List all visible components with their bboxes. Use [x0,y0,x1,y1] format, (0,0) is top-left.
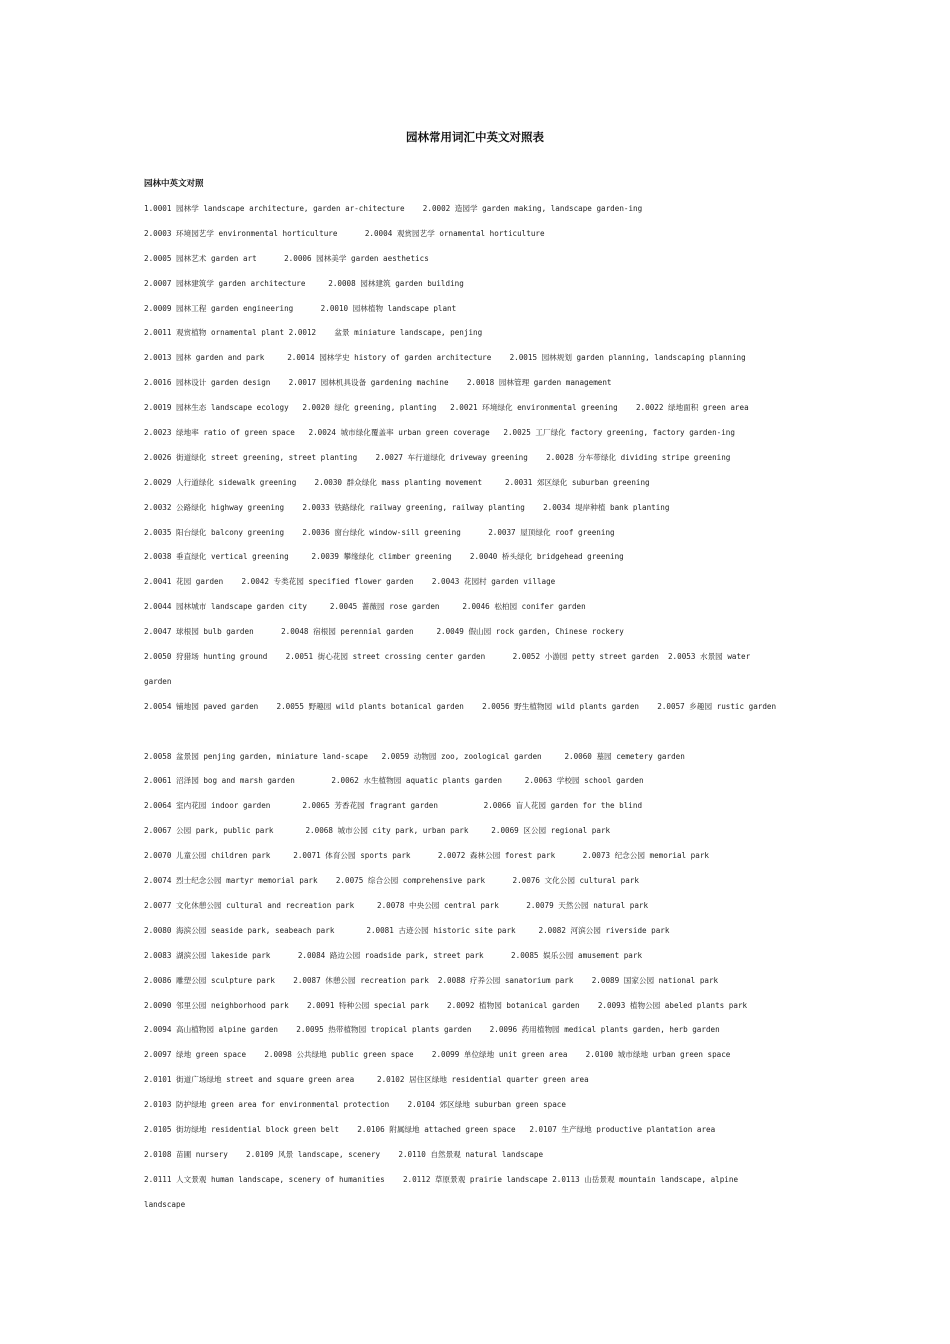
glossary-line: 2.0013 园林 garden and park 2.0014 园林学史 history of garden architecture 2.0015 园林规划 garden planning, landscaping planning [144,353,746,363]
glossary-line: 2.0003 环境园艺学 environmental horticulture 2.0004 观赏园艺学 ornamental horticulture [144,228,545,238]
glossary-line: 2.0077 文化休憩公园 cultural and recreation park 2.0078 中央公园 central park 2.0079 天然公园 natural park [144,900,649,910]
glossary-lines [144,202,824,1223]
glossary-line: 2.0009 园林工程 garden engineering 2.0010 园林植物 landscape plant [144,303,457,313]
glossary-line: 2.0035 阳台绿化 balcony greening 2.0036 窗台绿化 window-sill greening 2.0037 屋顶绿化 roof greening [144,527,615,537]
glossary-line: 2.0044 园林城市 landscape garden city 2.0045 蔷薇园 rose garden 2.0046 松柏园 conifer garden [144,602,586,612]
glossary-line: 2.0041 花园 garden 2.0042 专类花园 specified flower garden 2.0043 花园村 garden village [144,577,556,587]
glossary-line: 2.0038 垂直绿化 vertical greening 2.0039 攀缘绿化 climber greening 2.0040 桥头绿化 bridgehead greening [144,552,624,562]
glossary-line: 2.0083 湖滨公园 lakeside park 2.0084 路边公园 roadside park, street park 2.0085 娱乐公园 amusement park [144,950,643,960]
glossary-line: 2.0105 街坊绿地 residential block green belt 2.0106 附属绿地 attached green space 2.0107 生产绿地 productive plantation area [144,1124,716,1134]
glossary-line: 1.0001 园林学 landscape architecture, garden ar-chitecture 2.0002 造园学 garden making, landscape garden-ing [144,204,643,213]
glossary-line: 2.0090 邻里公园 neighborhood park 2.0091 特种公园 special park 2.0092 植物园 botanical garden 2.0093 植物公园 abeled plants park [144,1000,748,1010]
glossary-line: 2.0070 儿童公园 children park 2.0071 体育公园 sports park 2.0072 森林公园 forest park 2.0073 纪念公园 memorial park [144,851,709,861]
glossary-line: 2.0050 狩猎场 hunting ground 2.0051 街心花园 street crossing center garden 2.0052 小游园 petty street garden 2.0053 水景园 water [144,652,751,662]
glossary-line: 2.0058 盆景园 penjing garden, miniature land-scape 2.0059 动物园 zoo, zoological garden 2.0060 墓园 cemetery garden [144,751,685,761]
glossary-line: 2.0032 公路绿化 highway greening 2.0033 铁路绿化 railway greening, railway planting 2.0034 堤岸种植 bank planting [144,502,670,512]
glossary-line: 2.0111 人文景观 human landscape, scenery of humanities 2.0112 草原景观 prairie landscape 2.0113 山岳景观 mountain landscape, alpine [144,1174,739,1184]
glossary-line: landscape [144,1199,186,1209]
glossary-line: 2.0026 街道绿化 street greening, street planting 2.0027 车行道绿化 driveway greening 2.0028 分车带绿化 dividing stripe greening [144,452,731,462]
glossary-line: 2.0005 园林艺术 garden art 2.0006 园林美学 garden aesthetics [144,253,429,263]
glossary-line: 2.0086 雕塑公园 sculpture park 2.0087 休憩公园 recreation park 2.0088 疗养公园 sanatorium park 2.0089 国家公园 national park [144,975,719,985]
document-title: 园林常用词汇中英文对照表 [406,130,544,144]
glossary-line: 2.0007 园林建筑学 garden architecture 2.0008 园林建筑 garden building [144,278,464,288]
glossary-line: 2.0016 园林设计 garden design 2.0017 园林机具设备 gardening machine 2.0018 园林管理 garden management [144,378,612,388]
glossary-line: 2.0054 铺地园 paved garden 2.0055 野趣园 wild plants botanical garden 2.0056 野生植物园 wild plants garden 2.0057 乡趣园 rustic garden [144,701,777,711]
glossary-line: 2.0064 室内花园 indoor garden 2.0065 芳香花园 fragrant garden 2.0066 盲人花园 garden for the blind [144,801,643,811]
glossary-line [144,725,824,750]
glossary-line: 2.0029 人行道绿化 sidewalk greening 2.0030 群众绿化 mass planting movement 2.0031 郊区绿化 suburban greening [144,477,650,487]
section-heading: 园林中英文对照 [144,179,204,189]
glossary-line: 2.0019 园林生态 landscape ecology 2.0020 绿化 greening, planting 2.0021 环境绿化 environmental greening 2.0022 绿地面积 green area [144,403,749,413]
glossary-line: 2.0074 烈士纪念公园 martyr memorial park 2.0075 综合公园 comprehensive park 2.0076 文化公园 cultural park [144,876,639,886]
glossary-line: 2.0094 高山植物园 alpine garden 2.0095 热带植物园 tropical plants garden 2.0096 药用植物园 medical plants garden, herb garden [144,1025,720,1035]
glossary-line: 2.0097 绿地 green space 2.0098 公共绿地 public green space 2.0099 单位绿地 unit green area 2.0100 城市绿地 urban green space [144,1050,731,1060]
glossary-line: 2.0061 沼泽园 bog and marsh garden 2.0062 水生植物园 aquatic plants garden 2.0063 学校园 school garden [144,776,644,786]
glossary-line: 2.0080 海滨公园 seaside park, seabeach park 2.0081 古迹公园 historic site park 2.0082 河滨公园 riverside park [144,925,670,935]
glossary-line: 2.0108 苗圃 nursery 2.0109 风景 landscape, scenery 2.0110 自然景观 natural landscape [144,1149,544,1159]
glossary-line: 2.0101 街道广场绿地 street and square green area 2.0102 居住区绿地 residential quarter green area [144,1075,589,1085]
glossary-line: garden [144,676,172,686]
glossary-line: 2.0067 公园 park, public park 2.0068 城市公园 city park, urban park 2.0069 区公园 regional park [144,826,611,836]
glossary-line: 2.0103 防护绿地 green area for environmental protection 2.0104 郊区绿地 suburban green space [144,1100,566,1110]
glossary-line: 2.0047 球根园 bulb garden 2.0048 宿根园 perennial garden 2.0049 假山园 rock garden, Chinese rockery [144,627,624,637]
glossary-line: 2.0011 观赏植物 ornamental plant 2.0012 盆景 miniature landscape, penjing [144,328,483,338]
glossary-line: 2.0023 绿地率 ratio of green space 2.0024 城市绿化覆盖率 urban green coverage 2.0025 工厂绿化 factory greening, factory garden-ing [144,428,735,438]
